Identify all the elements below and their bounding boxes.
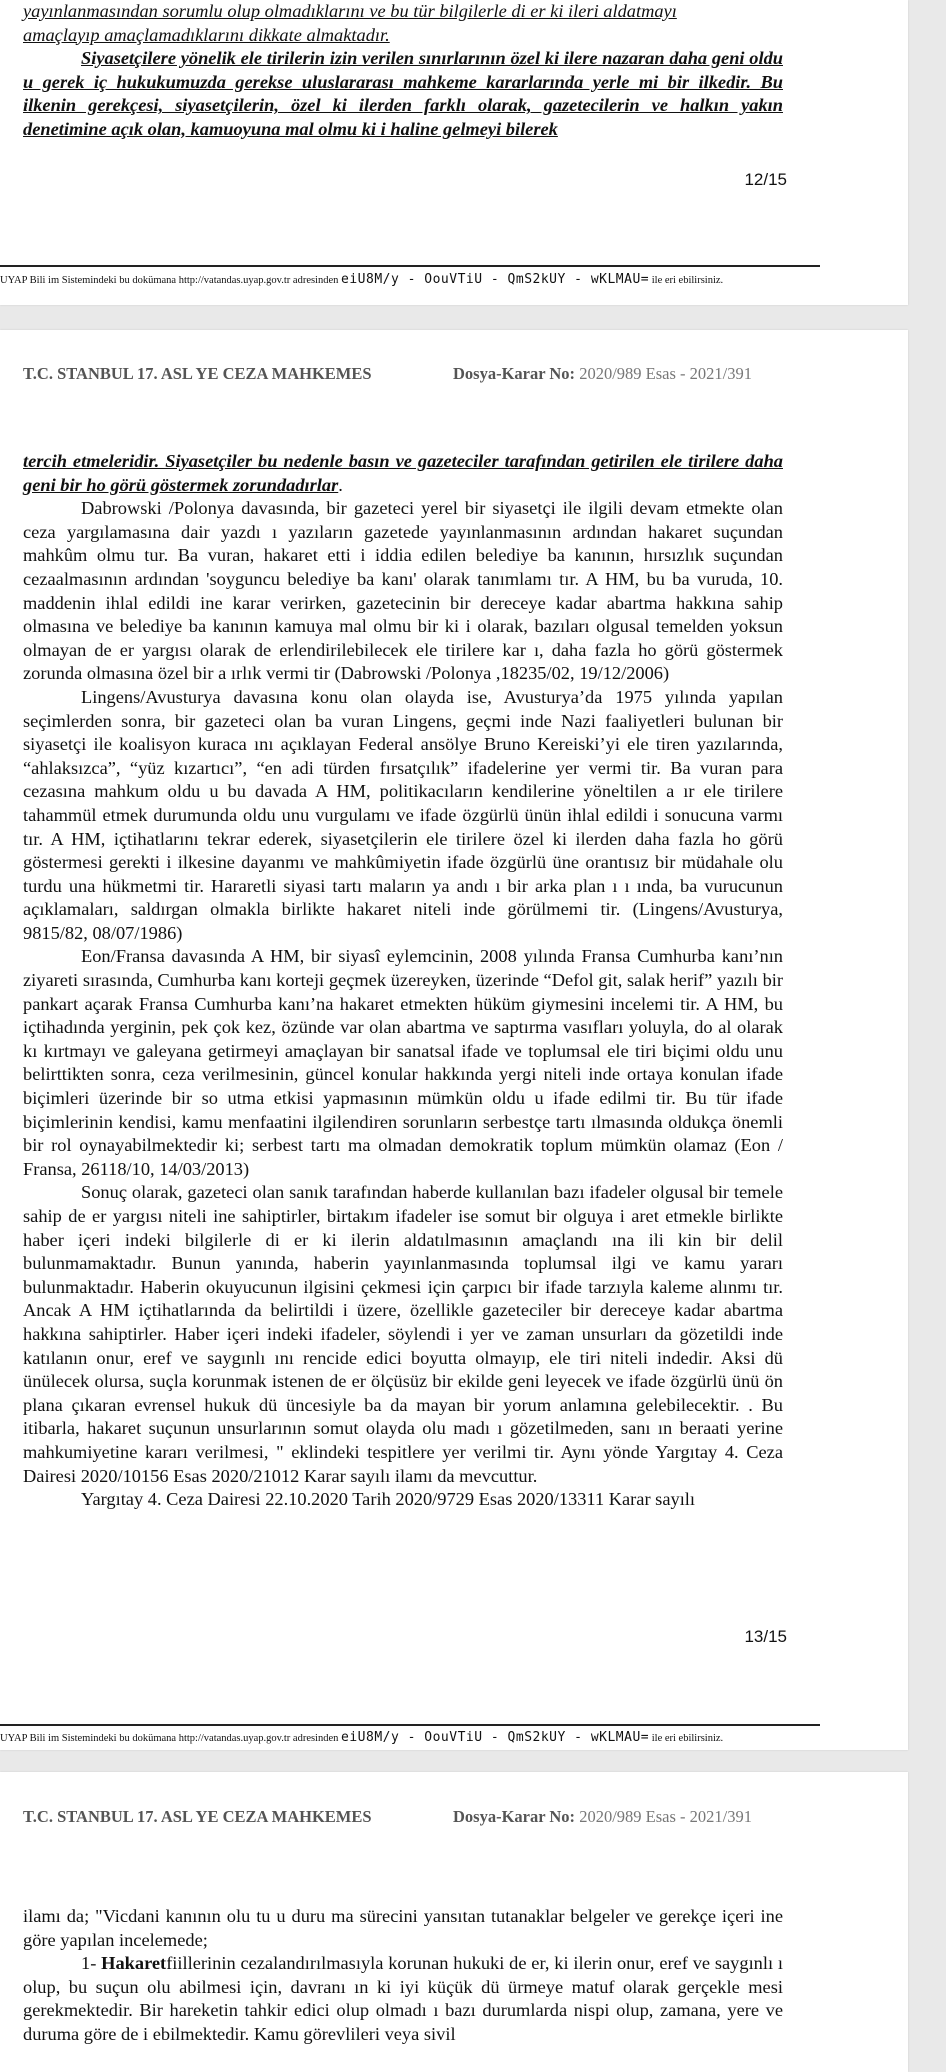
footer-prefix: UYAP Bili im Sistemindeki bu dokümana http://vatandas.uyap.gov.tr adresinden (0, 275, 339, 286)
text-line: yayınlanmasından sorumlu olup olmadıklarını ve bu tür bilgilerle di er ki ileri aldatmayı (23, 1, 677, 21)
footer-verification (0, 272, 880, 287)
item-text: fiillerinin cezalandırılmasıyla korunan hukuki de er, ki ilerin onur, eref ve saygınlı ı olup, bu suçun olu abilmesi için, davranı ın ki iyi küçük dü ürmeye matuf olarak gerçekle mesi gerekmektedir. Bir hareketin tahkir edici olup olmadı ı bazı durumlarda nispi olup, zamana, yere ve duruma göre de i ebilmektedir. Kamu görevlileri veya sivil (23, 1953, 783, 2044)
verification-code: eiU8M/y - OouVTiU - QmS2kUY - wKLMAU= (341, 272, 650, 287)
opening-end: . (338, 474, 343, 495)
opening-bold: tercih etmeleridir. Siyasetçiler bu nedenle basın ve gazeteciler tarafından getirilen ele tirilere daha geni bir ho görü göstermek zorundadırlar (23, 451, 783, 495)
footer-verification (0, 1730, 880, 1745)
case-number-label: Dosya-Karar No: (453, 1807, 576, 1826)
case-number (453, 1807, 752, 1827)
item-number: 1- (81, 1953, 97, 1974)
numbered-item-1 (23, 1952, 783, 2046)
case-number-label: Dosya-Karar No: (453, 364, 576, 383)
item-bold-term: Hakaret (101, 1953, 167, 1974)
opening-paragraph (23, 450, 783, 497)
page-number: 13/15 (744, 1627, 787, 1646)
document-page-12 (0, 0, 908, 305)
paragraph-ilami: ilamı da; "Vicdani kanının olu tu u duru ma sürecini yansıtan tutanaklar belgeler ve gerekçe içeri ine göre yapılan incelemede; (23, 1906, 783, 1950)
case-number-value: 2020/989 Esas - 2021/391 (579, 364, 752, 383)
footer-divider (0, 1724, 820, 1726)
text-line: amaçlayıp amaçlamadıklarını dikkate almaktadır. (23, 24, 390, 45)
case-number (453, 364, 752, 384)
paragraph-conclusion: Sonuç olarak, gazeteci olan sanık tarafından haberde kullanılan bazı ifadeler olgusal bir temele sahip de er yargısı niteli ine sahiptirler, birtakım ifadeler ise somut bir olguya i aret etmekle birlikte haber içeri indeki bilgilerle di er ki ilerin aldatılmasının amaçlandı ına ili kin bir delil bulunmamaktadır. Bunun yanında, haberin yayınlanmasında toplumsal ilgi ve kamu yararı bulunmaktadır. Haberin okuyucunun ilgisini çekmesi için çarpıcı bir ifade tarzıyla kaleme alınmı tır. Ancak A HM içtihatlarında da belirtildi i üzere, özellikle gazeteciler bir dereceye kadar abartma hakkına sahiptirler. Haber içeri indeki ifadeler, söylendi i yer ve zaman unsurları da gözetildi inde katılanın onur, eref ve saygınlı ını rencide edici boyutta olmayıp, ele tiri niteli indedir. Aksi dü ünülecek olursa, suçla korunmak istenen de er ölçüsüz bir ekilde geni leyecek ve ifade özgürlü ünü ön plana çıkaran evrensel hukuk dü üncesiyle ba da mayan bir yorum anlamına gelebilecektir. . Bu itibarla, hakaret suçunun unsurlarının somut olayda olu madı ı gözetilmeden, sanı ın beraati yerine mahkumiyetine kararı verilmesi, " eklindeki tespitlere yer verilmi tir. Aynı yönde Yargıtay 4. Ceza Dairesi 2020/10156 Esas 2020/21012 Karar sayılı ilamı da mevcuttur. (23, 1182, 783, 1486)
paragraph-yargitay: Yargıtay 4. Ceza Dairesi 22.10.2020 Tarih 2020/9729 Esas 2020/13311 Karar sayılı (81, 1489, 696, 1510)
footer-prefix: UYAP Bili im Sistemindeki bu dokümana http://vatandas.uyap.gov.tr adresinden (0, 1733, 339, 1744)
page14-text (23, 1905, 783, 2047)
court-name: T.C. STANBUL 17. ASL YE CEZA MAHKEMES (23, 364, 372, 383)
footer-divider (0, 265, 820, 267)
footer-suffix: ile eri ebilirsiniz. (651, 275, 724, 286)
paragraph-lingens: Lingens/Avusturya davasına konu olan olayda ise, Avusturya’da 1975 yılında yapılan seçimlerden sonra, bir gazeteci olan ba vuran Lingens, geçmi inde Nazi faaliyetleri bulunan bir siyasetçi ile koalisyon kuraca ını açıklayan Federal ansölye Bruno Kereiski’yi ele tiren yazılarında, “ahlaksızca”, “yüz kızartıcı”, “en adi türden fırsatçılık” ifadelerine yer vermi tir. Ba vuran para cezasına mahkum oldu u bu davada A HM, politikacıların kendilerine yöneltilen a ır ele tirilere tahammül etmek durumunda oldu unu vurgulamı ve ifade özgürlü ünün ihlal edildi i sonucuna varmı tır. A HM, içtihatlarını tekrar ederek, siyasetçilerin ele tirilere özel ki ilerden daha fazla ho görü göstermesi gerekti i ilkesine dayanmı ve mahkûmiyetin ifade özgürlü üne orantısız bir müdahale olu turdu una hükmetmi tir. Hararetli siyasi tartı maların ya andı ı bir arka plan ı ı ında, ba vurucunun açıklamaları, saldırgan olmakla birlikte hakaret niteli inde görülmemi tir. (Lingens/Avusturya, 9815/82, 08/07/1986) (23, 686, 783, 943)
court-name: T.C. STANBUL 17. ASL YE CEZA MAHKEMES (23, 1807, 372, 1826)
footer-suffix: ile eri ebilirsiniz. (651, 1733, 724, 1744)
document-page-14 (0, 1772, 908, 2072)
paragraph-eon: Eon/Fransa davasında A HM, bir siyasî eylemcinin, 2008 yılında Fransa Cumhurba kanı’nın ziyareti sırasında, Cumhurba kanı korteji geçmek üzereyken, üzerinde “Defol git, salak herif” yazılı bir pankart açarak Fransa Cumhurba kanı’na hakaret etmekten hüküm giymesini incelemi tir. A HM, bu içtihadında yerginin, pek çok kez, özünde var olan abartma ve saptırma vasıfları yoluyla, do al olarak kı kırtmayı ve galeyana getirmeyi amaçlayan bir sanatsal ifade ve toplumsal ele tiri biçimi oldu unu belirttikten sonra, ceza verilmesinin, güncel konular hakkında yergi niteli inde ortaya konulan ifade biçimleri üzerinde bir so utma etkisi yapmasının mümkün oldu u ifade edilmi tir. Bu tür ifade biçimlerinin kendisi, kamu menfaatini ilgilendiren sorunların serbestçe tartı ılmasında oldukça önemli bir rol oynayabilmektedir ki; serbest tartı ma olmadan demokratik toplum mümkün olamaz (Eon / Fransa, 26118/10, 14/03/2013) (23, 946, 783, 1179)
case-number-value: 2020/989 Esas - 2021/391 (579, 1807, 752, 1826)
page12-text (23, 0, 783, 142)
paragraph-dabrowski: Dabrowski /Polonya davasında, bir gazeteci yerel bir siyasetçi ile ilgili devam etmekte olan ceza yargılamasına dair yazdı ı yazıların gazetede yayınlanmasının ardından hakaret suçundan mahkûm olmu tur. Ba vuran, hakaret etti i iddia edilen belediye ba kanının, hırsızlık suçundan cezaalmasının ardından 'soyguncu belediye ba kanı' olarak tanımlamı tır. A HM, bu ba vuruda, 10. maddenin ihlal edildi ine karar verirken, gazetecinin bir dereceye kadar abartma hakkına sahip olmasına ve belediye ba kanının kamuya mal olmu bir ki i olarak, bazıları olgusal temelden yoksun olmayan de er yargısı olarak de erlendirilebilecek ele tirilere kar ı, daha fazla ho görü göstermek zorunda olmasına özel bir a ırlık vermi tir (Dabrowski /Polonya ,18235/02, 19/12/2006) (23, 498, 783, 684)
document-page-13 (0, 330, 908, 1750)
page-number: 12/15 (744, 170, 787, 189)
page13-text (23, 450, 783, 1512)
verification-code: eiU8M/y - OouVTiU - QmS2kUY - wKLMAU= (341, 1730, 650, 1745)
bold-paragraph: Siyasetçilere yönelik ele tirilerin izin verilen sınırlarının özel ki ilere nazaran daha geni oldu u gerek iç hukukumuzda gerekse uluslararası mahkeme kararlarında yerle mi bir ilkedir. Bu ilkenin gerekçesi, siyasetçilerin, özel ki ilerden farklı olarak, gazetecilerin ve halkın yakın denetimine açık olan, kamuoyuna mal olmu ki i haline gelmeyi bilerek (23, 48, 783, 139)
